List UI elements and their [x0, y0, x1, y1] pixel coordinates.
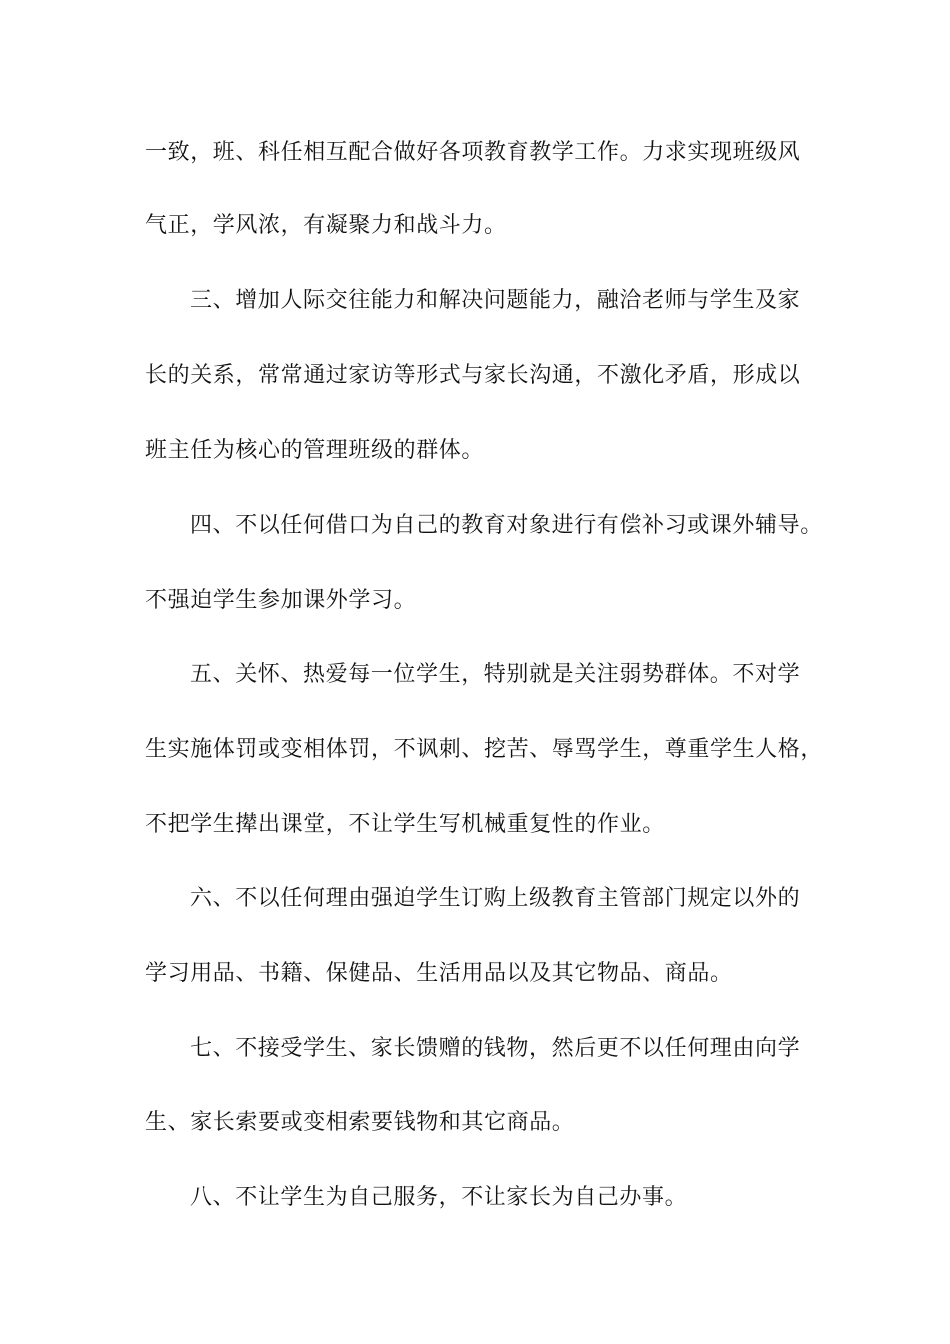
text-line: 一致，班、科任相互配合做好各项教育教学工作。力求实现班级风	[145, 140, 801, 165]
paragraph-three-start: 三、增加人际交往能力和解决问题能力，融洽老师与学生及家	[190, 288, 801, 313]
paragraph-six-start: 六、不以任何理由强迫学生订购上级教育主管部门规定以外的	[190, 886, 801, 911]
paragraph-four-start: 四、不以任何借口为自己的教育对象进行有偿补习或课外辅导。	[190, 513, 823, 538]
paragraph-eight-start: 八、不让学生为自己服务，不让家长为自己办事。	[190, 1185, 688, 1210]
text-line: 长的关系，常常通过家访等形式与家长沟通，不激化矛盾，形成以	[145, 363, 801, 388]
text-line: 学习用品、书籍、保健品、生活用品以及其它物品、商品。	[145, 961, 733, 986]
text-line: 班主任为核心的管理班级的群体。	[145, 438, 485, 463]
text-line: 不把学生撵出课堂，不让学生写机械重复性的作业。	[145, 812, 665, 837]
text-line: 生实施体罚或变相体罚，不讽刺、挖苦、辱骂学生，尊重学生人格，	[145, 737, 824, 762]
text-line: 气正，学风浓，有凝聚力和战斗力。	[145, 213, 507, 238]
paragraph-five-start: 五、关怀、热爱每一位学生，特别就是关注弱势群体。不对学	[190, 662, 801, 687]
paragraph-seven-start: 七、不接受学生、家长馈赠的钱物，然后更不以任何理由向学	[190, 1036, 801, 1061]
text-line: 不强迫学生参加课外学习。	[145, 588, 417, 613]
text-line: 生、家长索要或变相索要钱物和其它商品。	[145, 1110, 575, 1135]
